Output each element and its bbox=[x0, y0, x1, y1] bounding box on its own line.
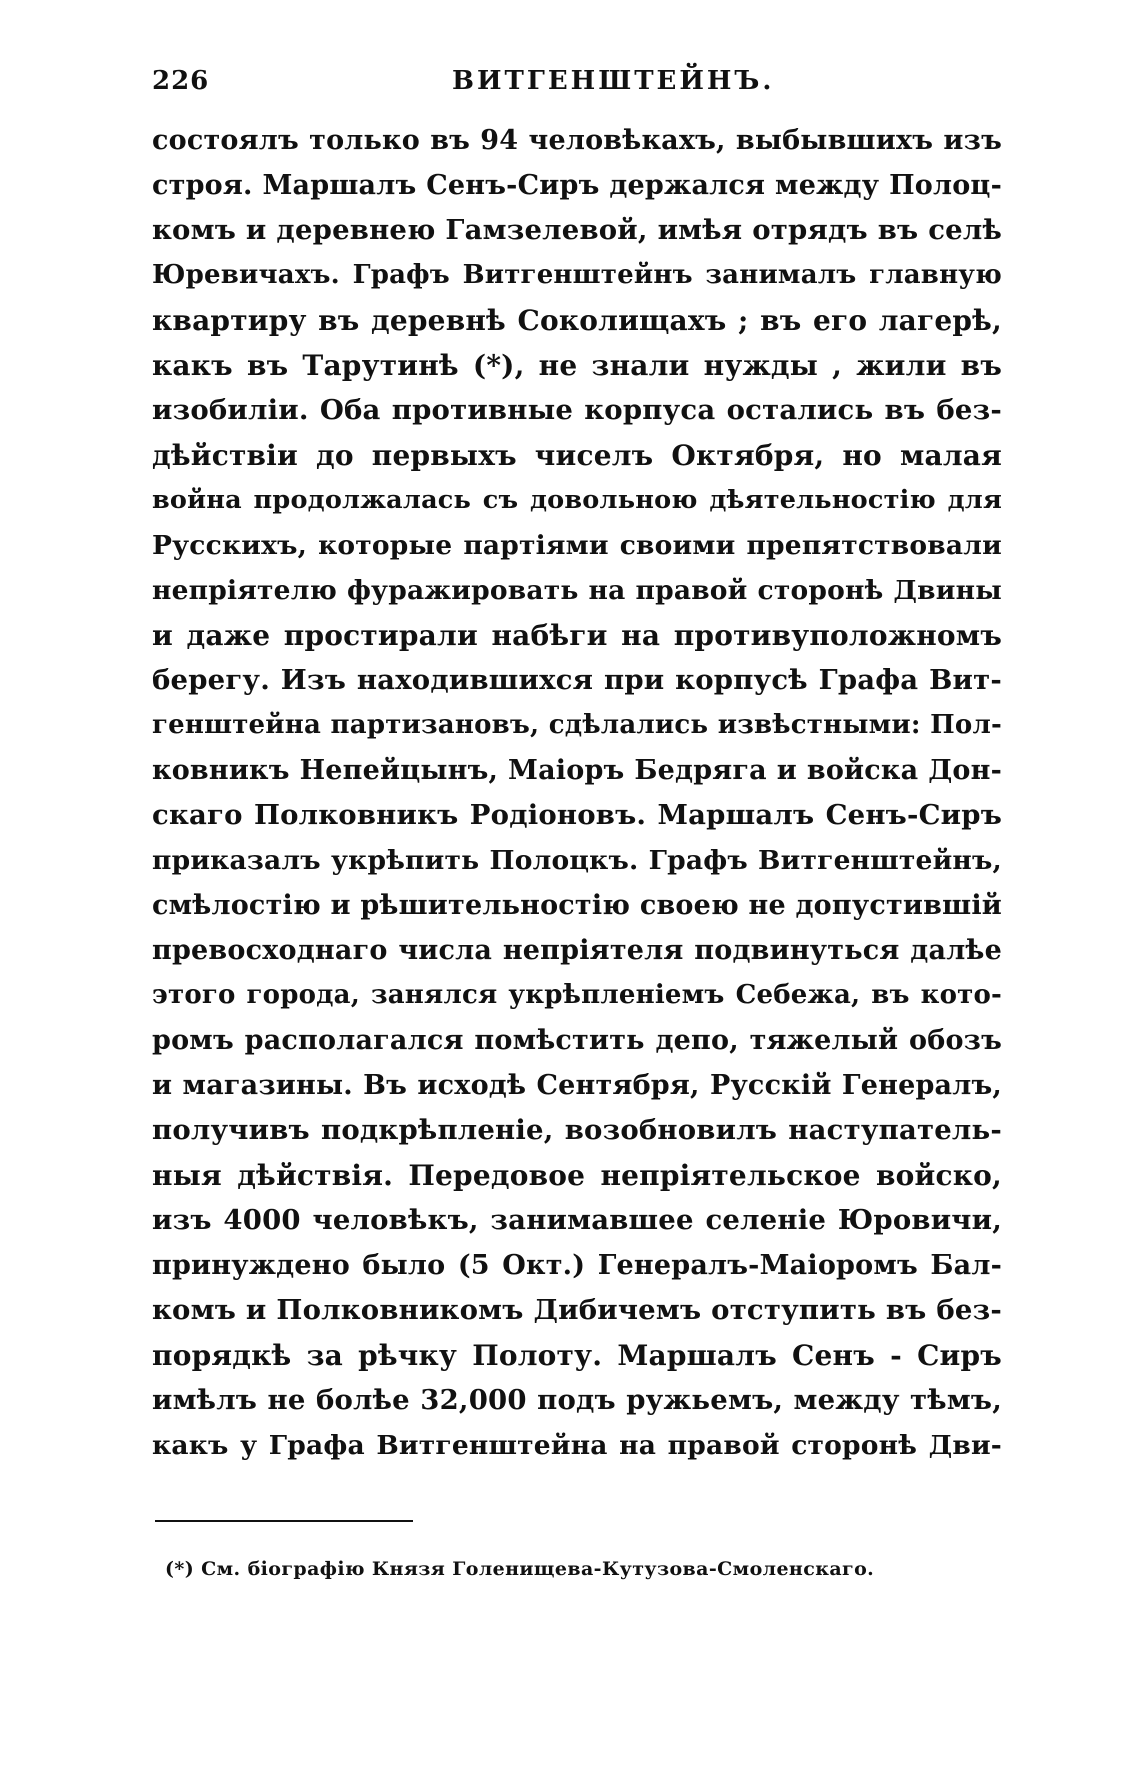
footnote: (*) См. біографію Князя Голенищева-Кутузова-Смоленскаго. bbox=[165, 1558, 875, 1580]
text-line: какъ въ Тарутинѣ (*), не знали нужды , жили въ bbox=[152, 349, 1002, 382]
text-line: какъ у Графа Витгенштейна на правой сторонѣ Дви- bbox=[152, 1430, 1002, 1461]
page-number: 226 bbox=[152, 66, 210, 96]
text-line: изобиліи. Оба противные корпуса остались въ без- bbox=[152, 394, 1002, 426]
page-header bbox=[152, 66, 992, 106]
text-line: берегу. Изъ находившихся при корпусѣ Графа Вит- bbox=[152, 664, 1002, 696]
text-line: порядкѣ за рѣчку Полоту. Маршалъ Сенъ - Сиръ bbox=[152, 1339, 1002, 1372]
text-line: Юревичахъ. Графъ Витгенштейнъ занималъ главную bbox=[152, 260, 1002, 290]
text-line: Русскихъ, которые партіями своими препятствовали bbox=[152, 530, 1002, 561]
text-line: ромъ располагался помѣстить депо, тяжелый обозъ bbox=[152, 1025, 1002, 1056]
text-line: война продолжалась съ довольною дѣятельностію для bbox=[152, 485, 1002, 515]
text-line: получивъ подкрѣпленіе, возобновилъ наступатель- bbox=[152, 1114, 1002, 1146]
text-line: генштейна партизановъ, сдѣлались извѣстными: Пол- bbox=[152, 710, 1002, 740]
running-head: ВИТГЕНШТЕЙНЪ. bbox=[452, 66, 775, 96]
text-line: приказалъ укрѣпить Полоцкъ. Графъ Витгенштейнъ, bbox=[152, 845, 1002, 876]
text-line: изъ 4000 человѣкъ, занимавшее селеніе Юровичи, bbox=[152, 1204, 1002, 1236]
text-line: превосходнаго числа непріятеля подвинуться далѣе bbox=[152, 935, 1002, 966]
text-line: и даже простирали набѣги на противуположномъ bbox=[152, 619, 1002, 652]
text-line: ныя дѣйствія. Передовое непріятельское войско, bbox=[152, 1159, 1002, 1192]
text-line: ковникъ Непейцынъ, Маіоръ Бедряга и войска Дон- bbox=[152, 755, 1002, 786]
text-line: комъ и деревнею Гамзелевой, имѣя отрядъ въ селѣ bbox=[152, 214, 1002, 246]
text-line: состоялъ только въ 94 человѣкахъ, выбывшихъ изъ bbox=[152, 125, 1002, 156]
text-line: имѣлъ не болѣе 32,000 подъ ружьемъ, между тѣмъ, bbox=[152, 1384, 1002, 1416]
text-line: квартиру въ деревнѣ Соколищахъ ; въ его лагерѣ, bbox=[152, 304, 1002, 337]
text-line: принуждено было (5 Окт.) Генералъ-Маіоромъ Бал- bbox=[152, 1250, 1002, 1281]
text-line: строя. Маршалъ Сенъ-Сиръ держался между Полоц- bbox=[152, 170, 1002, 201]
text-line: и магазины. Въ исходѣ Сентября, Русскій Генералъ, bbox=[152, 1070, 1002, 1101]
text-line: комъ и Полковникомъ Дибичемъ отступить въ без- bbox=[152, 1294, 1002, 1326]
text-line: скаго Полковникъ Родіоновъ. Маршалъ Сенъ-Сиръ bbox=[152, 799, 1002, 831]
text-line: дѣйствіи до первыхъ чиселъ Октября, но малая bbox=[152, 439, 1002, 472]
text-line: этого города, занялся укрѣпленіемъ Себежа, въ кото- bbox=[152, 980, 1002, 1010]
body-text bbox=[152, 118, 1002, 1468]
text-line: непріятелю фуражировать на правой сторонѣ Двины bbox=[152, 575, 1002, 606]
footnote-divider bbox=[155, 1520, 413, 1522]
text-line: смѣлостію и рѣшительностію своею не допустившій bbox=[152, 890, 1002, 921]
